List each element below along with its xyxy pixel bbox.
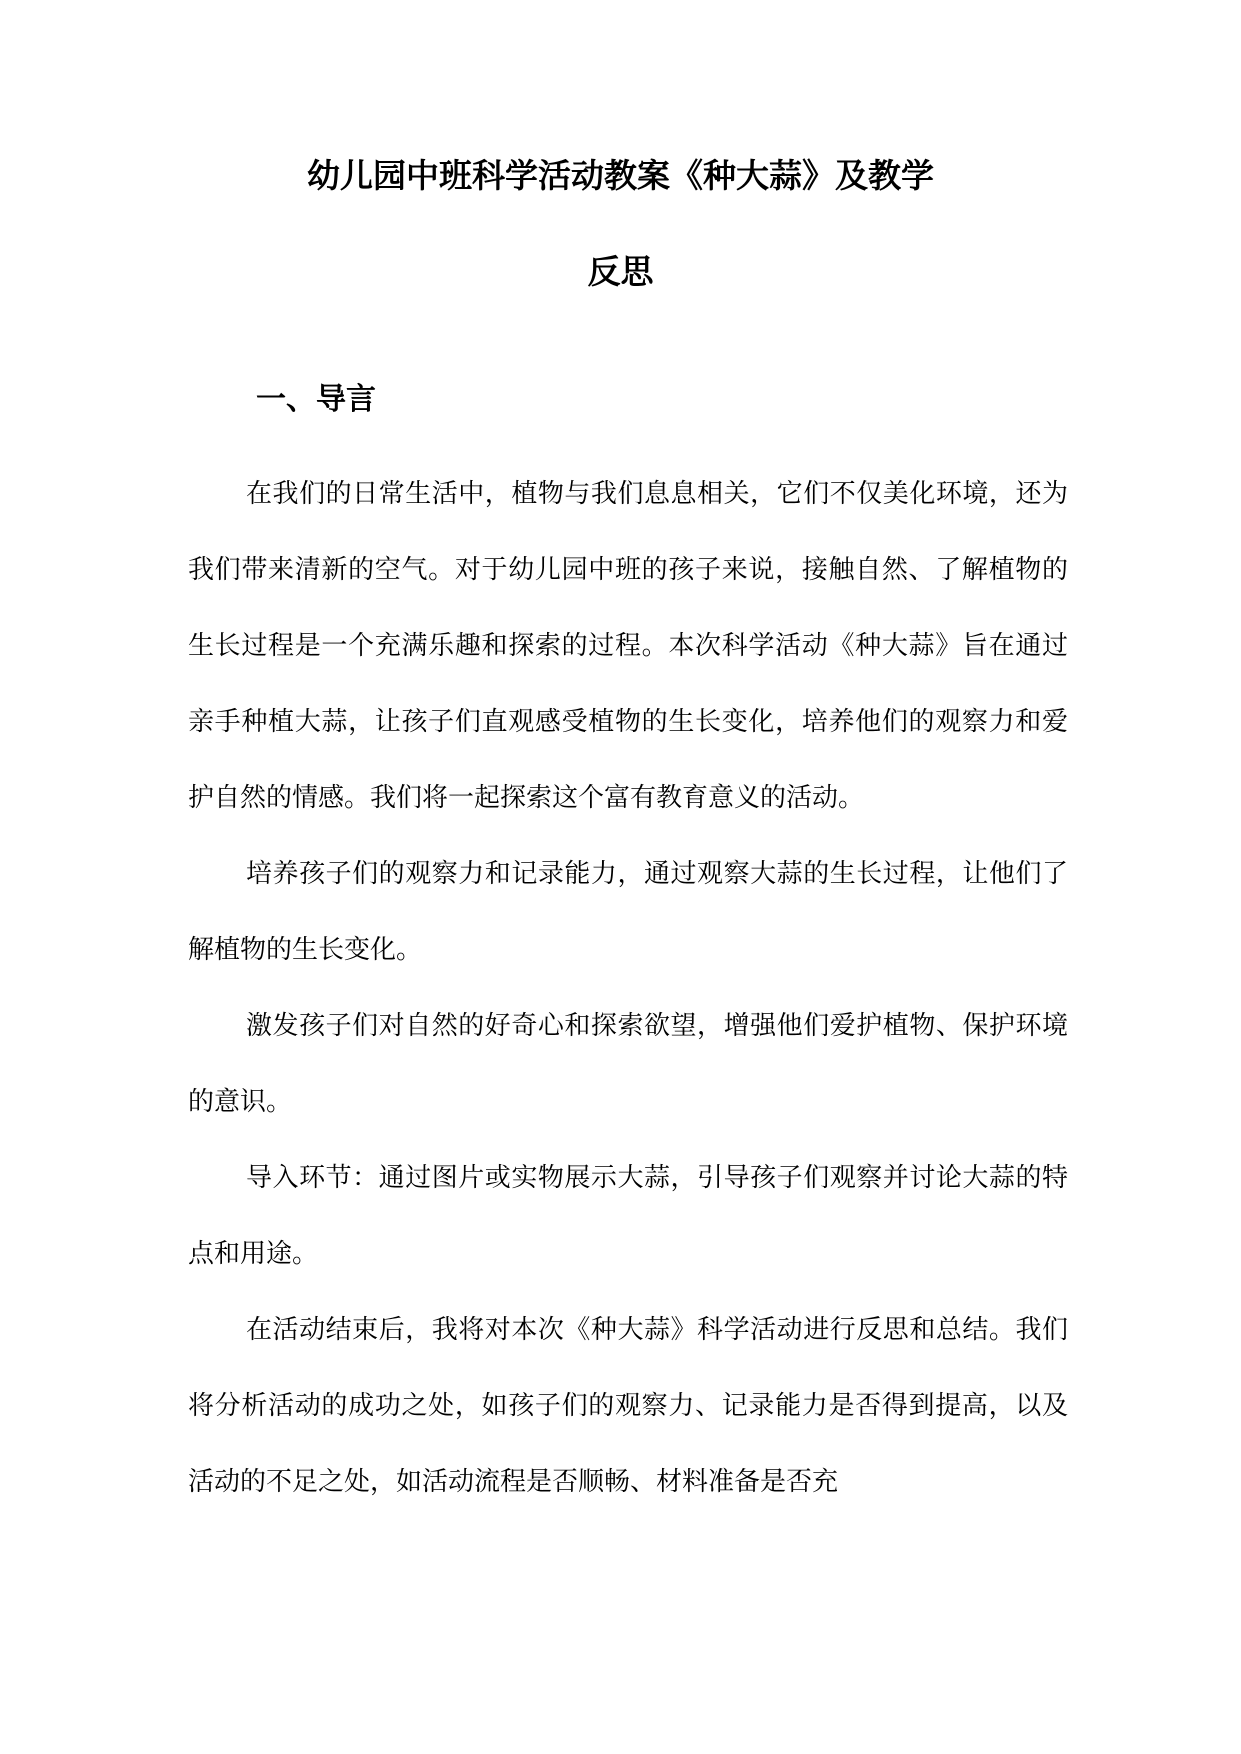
document-title-line-2: 反思 (587, 252, 654, 291)
section-heading-introduction: 一、导言 (256, 382, 376, 417)
paragraph-intro: 在我们的日常生活中，植物与我们息息相关，它们不仅美化环境，还为我们带来清新的空气。对于幼儿园中班的孩子来说，接触自然、了解植物的生长过程是一个充满乐趣和探索的过程。本次科学活动《种大蒜》旨在通过亲手种植大蒜，让孩子们直观感受植物的生长变化，培养他们的观察力和爱护自然的情感。我们将一起探索这个富有教育意义的活动。 (188, 479, 1068, 813)
document-title-line-1: 幼儿园中班科学活动教案《种大蒜》及教学 (307, 156, 934, 195)
paragraph-reflection: 在活动结束后，我将对本次《种大蒜》科学活动进行反思和总结。我们将分析活动的成功之处，如孩子们的观察力、记录能力是否得到提高，以及活动的不足之处，如活动流程是否顺畅、材料准备是否充 (188, 1315, 1068, 1497)
document-body (188, 456, 1068, 1520)
paragraph-goal-curiosity: 激发孩子们对自然的好奇心和探索欲望，增强他们爱护植物、保护环境的意识。 (188, 1011, 1068, 1117)
paragraph-goal-observation: 培养孩子们的观察力和记录能力，通过观察大蒜的生长过程，让他们了解植物的生长变化。 (188, 859, 1068, 965)
paragraph-lead-in: 导入环节：通过图片或实物展示大蒜，引导孩子们观察并讨论大蒜的特点和用途。 (188, 1163, 1068, 1269)
